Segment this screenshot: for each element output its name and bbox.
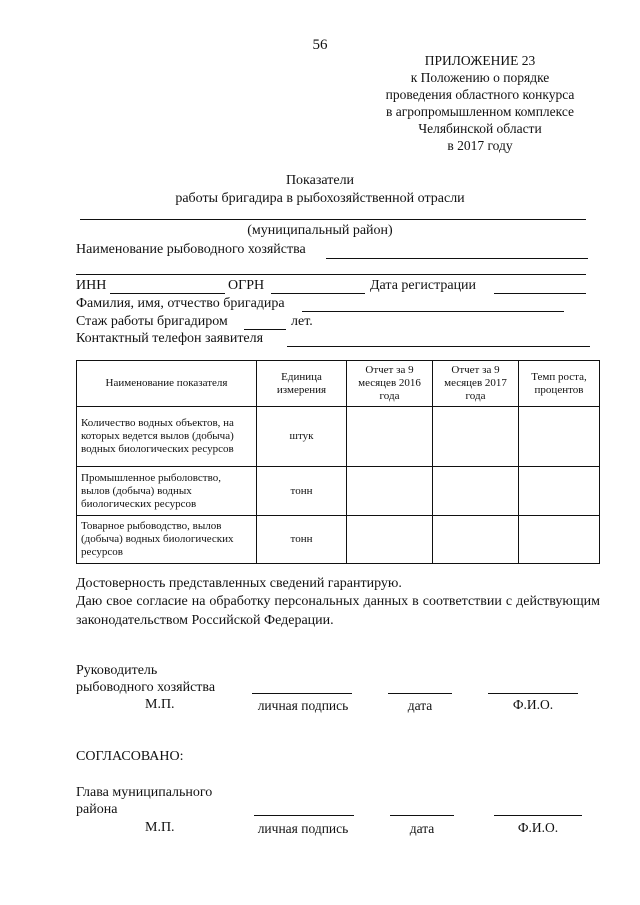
row-unit: тонн [257,467,347,516]
header-report-2016: Отчет за 9 месяцев 2016 года [347,361,433,407]
head-signature-caption: личная подпись [257,698,349,713]
head-date-caption: дата [407,698,433,713]
ogrn-field-line[interactable] [271,293,365,294]
farm-name-label: Наименование рыбоводного хозяйства [76,242,306,257]
head-name-line[interactable] [488,693,578,694]
appendix-header [360,52,600,154]
appendix-line: проведения областного конкурса [385,87,575,102]
approved-date-caption: дата [409,821,435,836]
experience-unit: лет. [291,314,313,329]
row-value-2017[interactable] [433,467,519,516]
farm-name-field-line-2[interactable] [76,274,586,275]
row-value-2017[interactable] [433,516,519,564]
approved-signature-caption: личная подпись [257,821,349,836]
row-value-2016[interactable] [347,407,433,467]
district-caption: (муниципальный район) [247,223,393,238]
head-date-line[interactable] [388,693,452,694]
indicators-table [76,360,600,564]
row-indicator-name: Количество водных объектов, на которых ведется вылов (добыча) водных биологических ресурсов [77,407,257,467]
experience-field-line[interactable] [244,329,286,330]
phone-field-line[interactable] [287,346,590,347]
row-growth-rate[interactable] [519,516,600,564]
consent-statement: Даю свое согласие на обработку персональных данных в соответствии с действующим законодательством Российской Федерации. [76,594,600,628]
approved-title-line2: района [76,802,118,817]
approved-date-line[interactable] [390,815,454,816]
row-value-2016[interactable] [347,467,433,516]
farm-name-field-line[interactable] [326,258,588,259]
row-indicator-name: Товарное рыбоводство, вылов (добыча) водных биологических ресурсов [77,516,257,564]
header-unit: Единица измерения [257,361,347,407]
appendix-line: ПРИЛОЖЕНИЕ 23 [424,53,536,68]
row-unit: штук [257,407,347,467]
ogrn-label: ОГРН [228,278,265,293]
inn-label: ИНН [76,278,107,293]
table-row [77,516,600,564]
appendix-line: в агропромышленном комплексе [385,104,575,119]
row-value-2017[interactable] [433,407,519,467]
approved-title-line1: Глава муниципального [76,785,213,800]
approved-label: СОГЛАСОВАНО: [76,749,184,764]
document-title: Показатели [285,173,355,188]
head-title-line2: рыбоводного хозяйства [76,680,216,695]
page-number: 56 [312,37,328,53]
inn-field-line[interactable] [110,293,225,294]
appendix-line: в 2017 году [447,138,513,153]
approved-name-line[interactable] [494,815,582,816]
appendix-line: Челябинской области [418,121,542,136]
row-growth-rate[interactable] [519,407,600,467]
head-stamp-label: М.П. [145,697,175,712]
row-growth-rate[interactable] [519,467,600,516]
header-growth-rate: Темп роста, процентов [519,361,600,407]
head-signature-line[interactable] [252,693,352,694]
document-subtitle: работы бригадира в рыбохозяйственной отрасли [175,191,465,206]
approved-stamp-label: М.П. [145,820,175,835]
brigadier-name-label: Фамилия, имя, отчество бригадира [76,296,285,311]
appendix-line: к Положению о порядке [410,70,550,85]
header-report-2017: Отчет за 9 месяцев 2017 года [433,361,519,407]
head-title-line1: Руководитель [76,663,158,678]
experience-label: Стаж работы бригадиром [76,314,228,329]
table-header-row [77,361,600,407]
registration-date-label: Дата регистрации [370,278,477,293]
brigadier-name-field-line[interactable] [302,311,564,312]
district-field-line[interactable] [80,219,586,220]
header-indicator-name: Наименование показателя [77,361,257,407]
phone-label: Контактный телефон заявителя [76,331,264,346]
head-name-caption: Ф.И.О. [512,697,554,712]
approved-name-caption: Ф.И.О. [517,820,559,835]
guarantee-statement: Достоверность представленных сведений гарантирую. [76,576,402,591]
table-row [77,407,600,467]
row-indicator-name: Промышленное рыболовство, вылов (добыча) водных биологических ресурсов [77,467,257,516]
table-row [77,467,600,516]
approved-signature-line[interactable] [254,815,354,816]
row-value-2016[interactable] [347,516,433,564]
row-unit: тонн [257,516,347,564]
registration-date-field-line[interactable] [494,293,586,294]
